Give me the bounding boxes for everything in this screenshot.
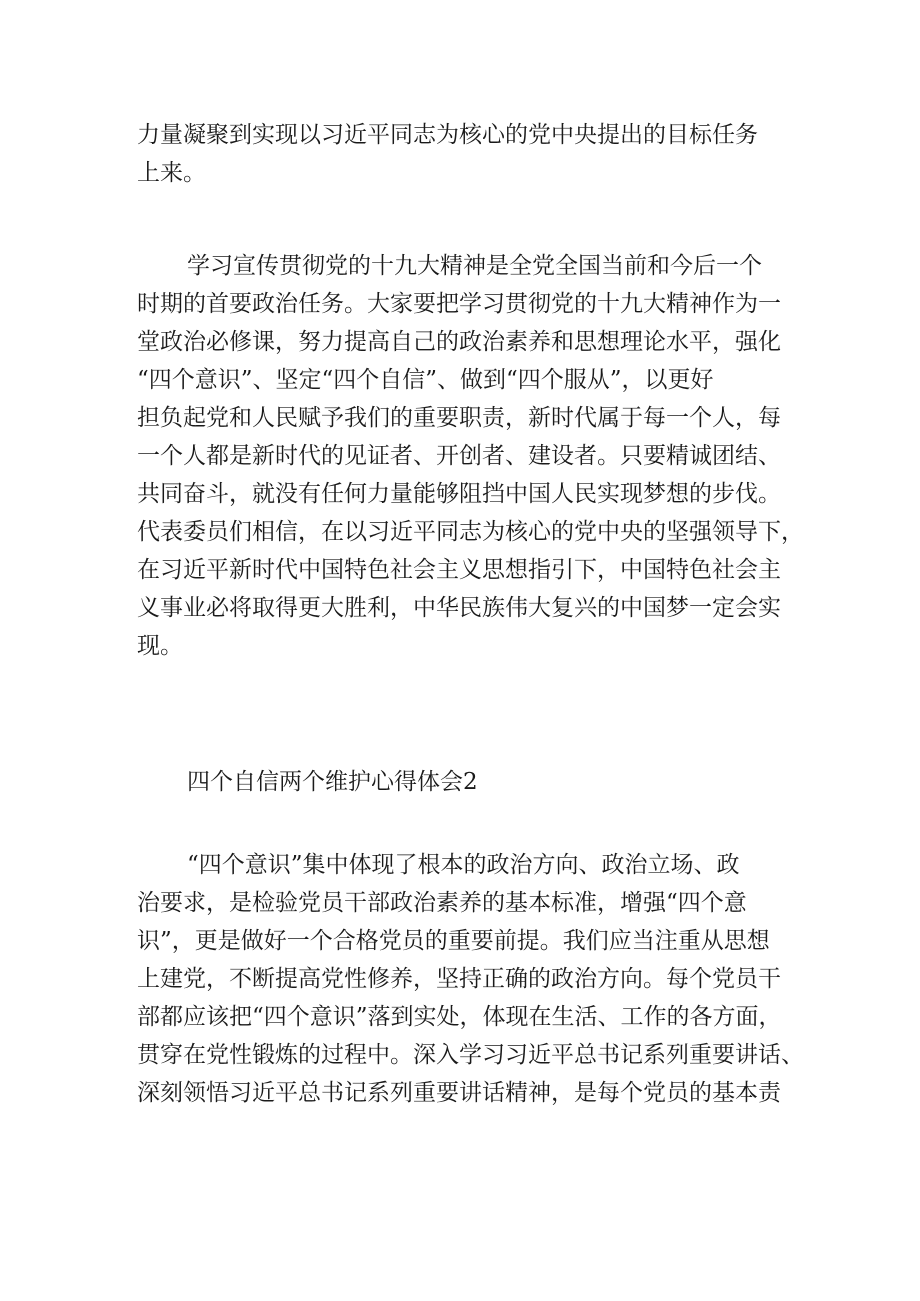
text-line: 一个人都是新时代的见证者、开创者、建设者。只要精诚团结、 (137, 443, 781, 469)
text-line: “四个意识”集中体现了根本的政治方向、政治立场、政 (187, 852, 740, 878)
text-line: 共同奋斗，就没有任何力量能够阻挡中国人民实现梦想的步伐。 (137, 481, 781, 507)
text-line: 担负起党和人民赋予我们的重要职责，新时代属于每一个人，每 (137, 405, 781, 431)
text-line: 义事业必将取得更大胜利，中华民族伟大复兴的中国梦一定会实 (137, 595, 781, 621)
paragraph-1 (137, 116, 797, 192)
text-line: 治要求，是检验党员干部政治素养的基本标准，增强“四个意 (137, 890, 747, 916)
paragraph-2 (137, 247, 804, 665)
text-line: 上建党，不断提高党性修养，坚持正确的政治方向。每个党员干 (137, 966, 781, 992)
text-line: 贯穿在党性锻炼的过程中。深入学习习近平总书记系列重要讲话、 (137, 1042, 804, 1068)
text-line: 现。 (137, 633, 183, 659)
text-line: 在习近平新时代中国特色社会主义思想指引下，中国特色社会主 (137, 557, 781, 583)
text-line: 部都应该把“四个意识”落到实处，体现在生活、工作的各方面， (137, 1004, 782, 1030)
text-line: 深刻领悟习近平总书记系列重要讲话精神，是每个党员的基本责 (137, 1080, 781, 1106)
paragraph-3 (137, 846, 804, 1112)
text-line: 代表委员们相信，在以习近平同志为核心的党中央的坚强领导下， (137, 519, 804, 545)
text-line: 学习宣传贯彻党的十九大精神是全党全国当前和今后一个 (187, 253, 762, 279)
text-line: 堂政治必修课，努力提高自己的政治素养和思想理论水平，强化 (137, 329, 781, 355)
section-heading: 四个自信两个维护心得体会2 (187, 769, 478, 795)
text-line: 上来。 (137, 160, 206, 186)
text-line: “四个意识”、坚定“四个自信”、做到“四个服从”，以更好 (137, 367, 714, 393)
text-line: 时期的首要政治任务。大家要把学习贯彻党的十九大精神作为一 (137, 291, 781, 317)
text-line: 力量凝聚到实现以习近平同志为核心的党中央提出的目标任务 (137, 122, 758, 148)
text-line: 识”，更是做好一个合格党员的重要前提。我们应当注重从思想 (137, 928, 770, 954)
